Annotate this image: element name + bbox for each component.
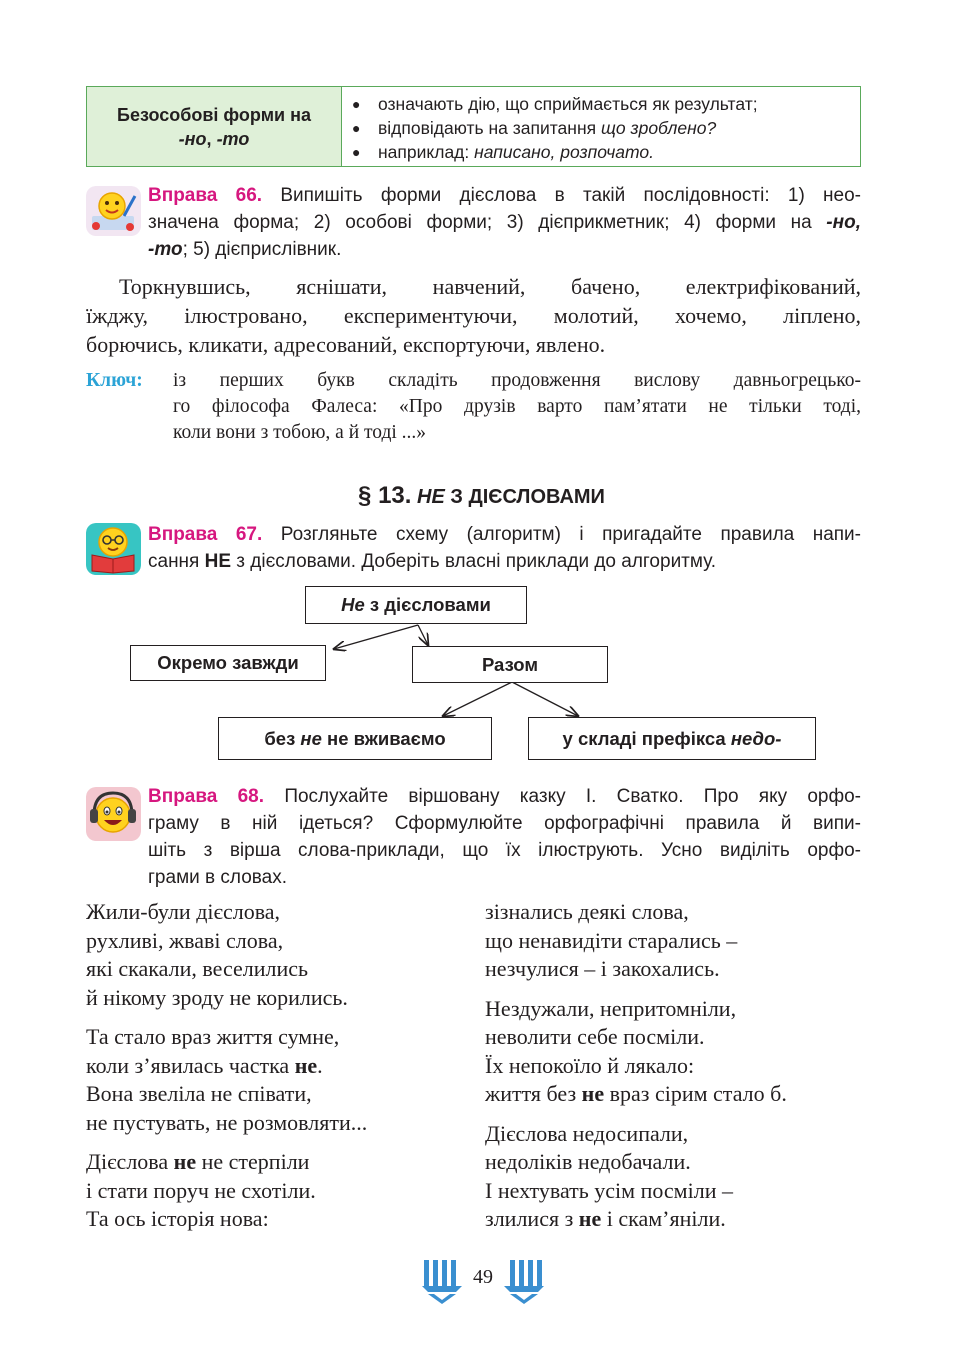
arrow-to-without-ne <box>443 682 512 716</box>
poem-line: Жили-були дієслова, <box>86 899 281 924</box>
diagram-nedo-em: недо- <box>730 727 782 749</box>
poem-line-pre: злилися з <box>485 1206 579 1231</box>
diagram-without-ne-em: не <box>300 727 322 749</box>
key-line2: го філософа Фалеса: «Про друзів варто пам’ятати не тільки тоді, <box>173 396 861 417</box>
poem-line <box>485 1205 875 1234</box>
exercise-68-title: Вправа 68. <box>148 786 265 807</box>
exercise-67-line2-post: з дієсловами. Доберіть власні приклади до алгоритму. <box>231 551 717 572</box>
poem-stanza <box>86 1148 466 1234</box>
poem-line: і стати поруч не схотіли. <box>86 1177 316 1203</box>
exercise-67-title: Вправа 67. <box>148 524 263 545</box>
poem-line-post: . <box>317 1052 323 1078</box>
poem-left-column <box>86 898 466 1245</box>
poem-line-pre: коли з’явилась частка <box>86 1052 295 1078</box>
bullet-icon: ● <box>352 96 361 112</box>
exercise-66-line3-text: ; 5) дієприслівник. <box>182 239 342 260</box>
exercise-66-line3-em: -то <box>148 239 183 260</box>
poem-line-pre: Дієслова <box>86 1149 174 1174</box>
poem-line: не пустувать, не розмовляти... <box>86 1109 368 1135</box>
diagram-together-box <box>412 646 608 683</box>
poem-line <box>86 1052 466 1081</box>
diagram-top-box <box>305 586 527 624</box>
exercise-68 <box>148 783 861 891</box>
poem-line: Нездужали, непритомніли, <box>485 995 737 1021</box>
poem-line: Та стало враз життя сумне, <box>86 1024 340 1049</box>
exercise-67-line2-pre: сання <box>148 551 205 572</box>
poem-line: І нехтувать усім посміли – <box>485 1177 733 1203</box>
diagram-top-text: з дієсловами <box>364 594 491 615</box>
headphones-smiley-icon <box>86 787 141 841</box>
exercise-68-line2: граму в ній ідеться? Сформулюйте орфографічні правила й випи- <box>148 813 861 834</box>
rule-table-label-line1: Безособові форми на <box>117 104 311 125</box>
poem-line: неволити себе посміли. <box>485 1024 705 1049</box>
poem-stanza <box>485 1120 875 1234</box>
poem-bold-ne: не <box>173 1149 197 1174</box>
key-label: Ключ: <box>86 370 143 391</box>
suffix-sep: , <box>206 128 217 149</box>
section-title: З ДІЄСЛОВАМИ <box>444 486 605 508</box>
poem-line: недоліків недобачали. <box>485 1149 691 1174</box>
poem-line <box>485 1080 875 1109</box>
suffix-no: -но <box>178 128 207 149</box>
poem-line: які скакали, веселились <box>86 956 309 981</box>
arrow-to-together <box>418 625 428 645</box>
poem-stanza <box>86 1023 466 1137</box>
suffix-to: -то <box>216 128 250 149</box>
poem-line: зізнались деякі слова, <box>485 899 689 924</box>
poem-line: Їх непокоїло й лякало: <box>485 1052 695 1078</box>
diagram-separate-box <box>130 645 326 681</box>
poem-line-pre: життя без <box>485 1081 582 1106</box>
word-list-line2: їжджу, ілюстровано, експериментуючи, молотий, хочемо, ліплено, <box>86 303 861 328</box>
word-list-line3: борючись, кликати, адресований, експортуючи, явлено. <box>86 332 606 357</box>
bullet-text-pre: відповідають на запитання <box>378 118 601 138</box>
arrow-to-separate <box>334 625 418 649</box>
poem-line: незчулися – і закохались. <box>485 956 720 981</box>
diagram-top-em: Не <box>341 594 365 615</box>
arrow-to-nedo-prefix <box>512 682 578 716</box>
diagram-without-ne-post: не вживаємо <box>321 727 446 749</box>
diagram-together-label: Разом <box>481 653 539 675</box>
bullet-text: означають дію, що сприймається як результат; <box>378 94 758 114</box>
diagram-nedo-box <box>528 717 816 760</box>
poem-line: рухливі, жваві слова, <box>86 927 284 953</box>
diagram-nedo-pre: у складі префікса <box>562 727 731 749</box>
section-number: § 13. <box>358 482 412 509</box>
page-number: 49 <box>473 1266 493 1288</box>
poem-right-column <box>485 898 875 1245</box>
exercise-68-line1 <box>148 783 861 810</box>
poem-line-post: враз сірим стало б. <box>604 1081 787 1106</box>
poem-bold-ne: не <box>294 1052 318 1078</box>
bullet-icon: ● <box>352 120 361 136</box>
poem-stanza <box>485 995 875 1109</box>
poem-line <box>86 1148 466 1177</box>
diagram-separate-label: Окремо завжди <box>157 652 299 673</box>
poem-stanza <box>86 898 466 1012</box>
bullet-icon: ● <box>352 144 361 160</box>
word-list-line1: Торкнувшись, яснішати, навчений, бачено, електрифікований, <box>119 274 861 299</box>
exercise-66-line2-em: -но, <box>826 212 861 233</box>
exercise-68-line4: грами в словах. <box>148 867 287 888</box>
diagram-without-ne-pre: без <box>264 727 301 749</box>
key-line1-text: із перших букв складіть продовження вислову давньогрецько- <box>173 370 861 391</box>
diagram-without-ne-box <box>218 717 492 760</box>
bullet-text-pre: наприклад: <box>378 142 475 162</box>
poem-bold-ne: не <box>581 1081 605 1106</box>
poem-bold-ne: не <box>578 1206 602 1231</box>
poem-line: Дієслова недосипали, <box>485 1120 689 1146</box>
exercise-67-line1-text: Розгляньте схему (алгоритм) і пригадайте правила напи- <box>280 524 861 545</box>
key-line3: коли вони з тобою, а й тоді ...» <box>173 422 427 443</box>
right-ornament-icon <box>502 1258 546 1306</box>
poem-stanza <box>485 898 875 984</box>
poem-line-post: не стерпіли <box>196 1149 310 1174</box>
poem-line: Та ось історія нова: <box>86 1206 269 1231</box>
exercise-68-line1-text: Послухайте віршовану казку І. Сватко. Про яку орфо- <box>284 786 862 807</box>
poem-line: що ненавидіти старались – <box>485 927 738 953</box>
bullet-text-em: написано, розпочато. <box>474 142 654 162</box>
exercise-68-line3: шіть з вірша слова-приклади, що їх ілюструють. Усно виділіть орфо- <box>148 840 861 861</box>
exercise-67-line2-bold: НЕ <box>204 551 232 572</box>
poem-line-post: і скам’яніли. <box>601 1206 726 1231</box>
bullet-text-em: що зроблено? <box>600 118 717 138</box>
left-ornament-icon <box>420 1258 464 1306</box>
poem-line: Вона звеліла не співати, <box>86 1081 312 1106</box>
exercise-66-line2-text: значена форма; 2) особові форми; 3) дієприкметник; 4) форми на <box>148 212 827 233</box>
poem-line: й нікому зроду не корились. <box>86 984 348 1010</box>
exercise-66-line1-text: Випишіть форми дієслова в такій послідовності: 1) нео- <box>280 185 861 206</box>
exercise-66-title: Вправа 66. <box>148 185 263 206</box>
section-title-em: НЕ <box>417 486 445 508</box>
